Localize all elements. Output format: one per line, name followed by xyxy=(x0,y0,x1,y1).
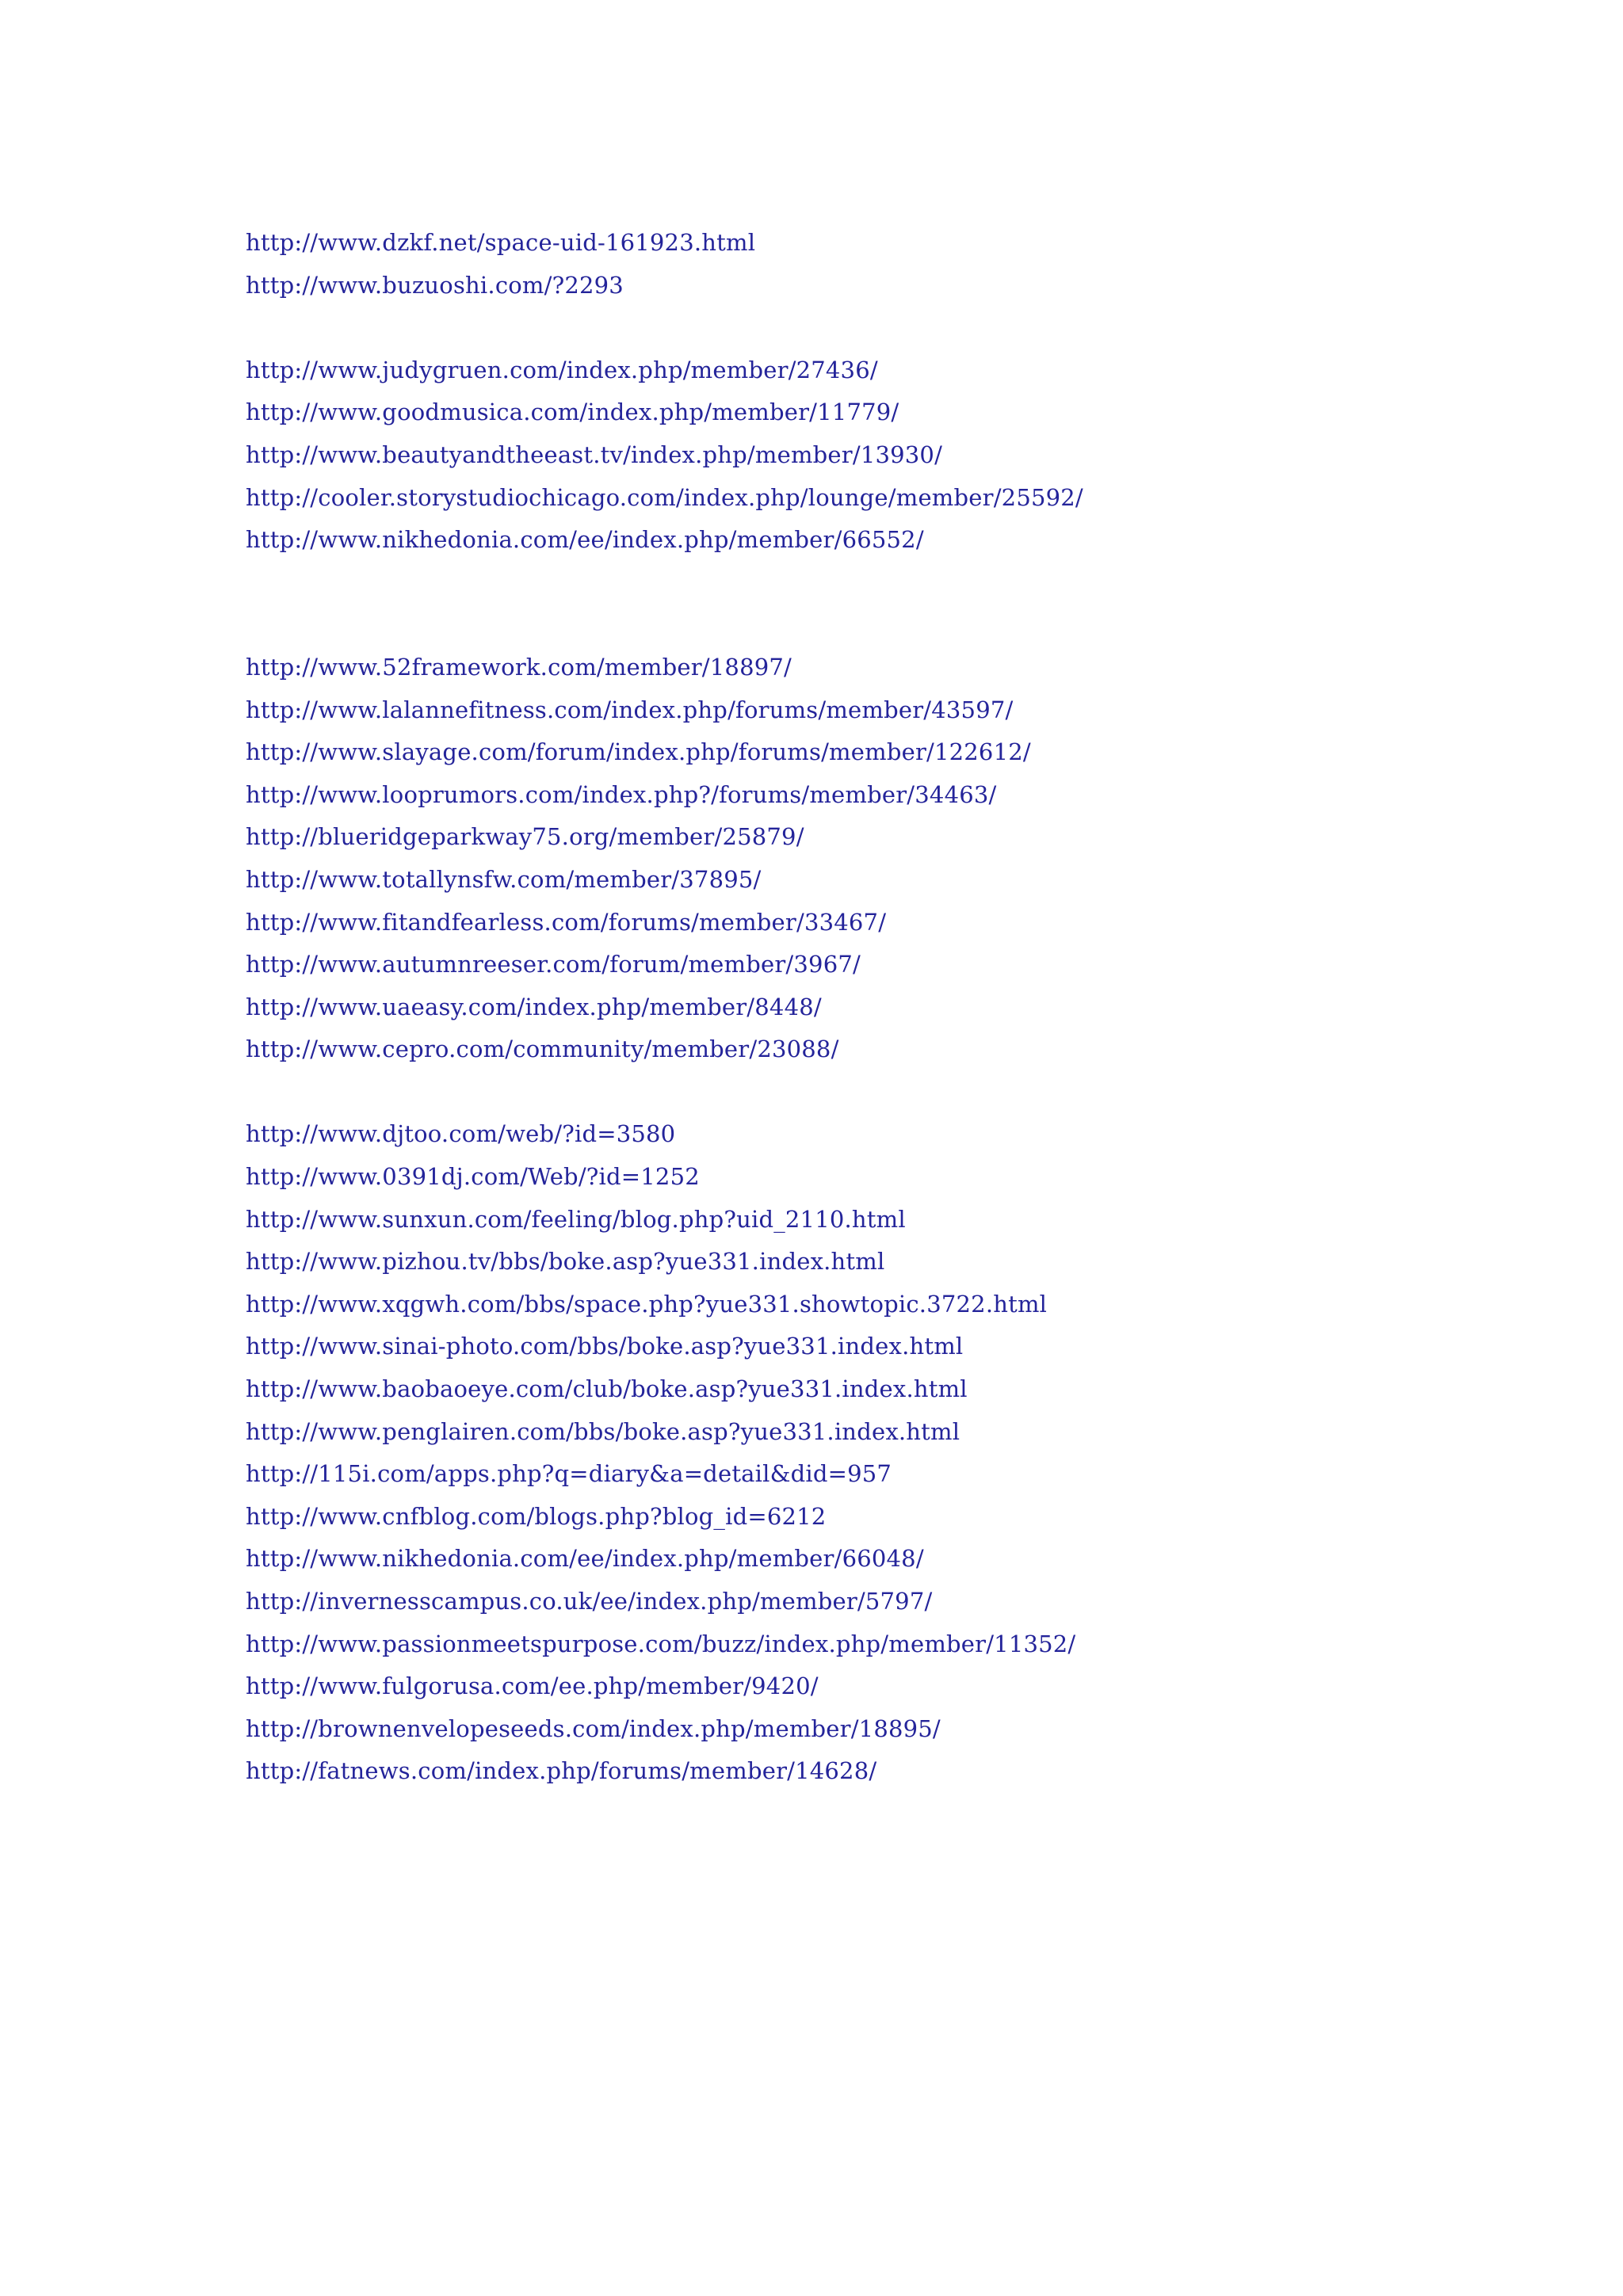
url-link[interactable]: http://www.0391dj.com/Web/?id=1252 xyxy=(246,1163,700,1191)
url-link[interactable]: http://fatnews.com/index.php/forums/member/14628/ xyxy=(246,1757,877,1785)
url-link[interactable]: http://www.sinai-photo.com/bbs/boke.asp?yue331.index.html xyxy=(246,1333,964,1360)
url-link[interactable]: http://www.nikhedonia.com/ee/index.php/member/66048/ xyxy=(246,1545,924,1573)
url-link[interactable]: http://www.djtoo.com/web/?id=3580 xyxy=(246,1120,676,1148)
url-link[interactable]: http://www.dzkf.net/space-uid-161923.html xyxy=(246,229,756,256)
url-link[interactable]: http://www.pizhou.tv/bbs/boke.asp?yue331.index.html xyxy=(246,1248,885,1276)
url-link[interactable]: http://www.sunxun.com/feeling/blog.php?uid_2110.html xyxy=(246,1205,906,1233)
url-link[interactable]: http://invernesscampus.co.uk/ee/index.php/member/5797/ xyxy=(246,1588,933,1615)
blank-line xyxy=(246,1071,1553,1114)
url-link[interactable]: http://blueridgeparkway75.org/member/25879/ xyxy=(246,823,804,851)
url-link[interactable]: http://www.slayage.com/forum/index.php/forums/member/122612/ xyxy=(246,738,1031,766)
url-link[interactable]: http://www.cnfblog.com/blogs.php?blog_id=6212 xyxy=(246,1502,827,1530)
url-link[interactable]: http://www.fitandfearless.com/forums/member/33467/ xyxy=(246,908,887,936)
url-link[interactable]: http://www.uaeasy.com/index.php/member/8448/ xyxy=(246,993,822,1020)
url-link[interactable]: http://www.penglairen.com/bbs/boke.asp?yue331.index.html xyxy=(246,1417,960,1445)
url-link[interactable]: http://www.xqgwh.com/bbs/space.php?yue331.showtopic.3722.html xyxy=(246,1290,1048,1318)
blank-line xyxy=(246,604,1553,646)
blank-line xyxy=(246,562,1553,605)
url-link[interactable]: http://www.goodmusica.com/index.php/member/11779/ xyxy=(246,399,899,426)
url-link[interactable]: http://www.baobaoeye.com/club/boke.asp?yue331.index.html xyxy=(246,1375,968,1403)
url-link[interactable]: http://www.fulgorusa.com/ee.php/member/9420/ xyxy=(246,1672,819,1700)
url-link[interactable]: http://www.cepro.com/community/member/23088/ xyxy=(246,1035,839,1063)
url-link[interactable]: http://www.52framework.com/member/18897/ xyxy=(246,653,792,681)
url-link[interactable]: http://www.lalannefitness.com/index.php/forums/member/43597/ xyxy=(246,696,1014,723)
url-link[interactable]: http://cooler.storystudiochicago.com/index.php/lounge/member/25592/ xyxy=(246,483,1083,511)
url-link[interactable]: http://www.beautyandtheeast.tv/index.php/member/13930/ xyxy=(246,441,943,468)
url-link[interactable]: http://www.autumnreeser.com/forum/member/3967/ xyxy=(246,951,861,978)
url-link[interactable]: http://www.judygruen.com/index.php/member/27436/ xyxy=(246,356,878,383)
link-list xyxy=(246,222,1553,1793)
url-link[interactable]: http://www.buzuoshi.com/?2293 xyxy=(246,271,624,299)
url-link[interactable]: http://www.nikhedonia.com/ee/index.php/member/66552/ xyxy=(246,526,924,554)
url-link[interactable]: http://brownenvelopeseeds.com/index.php/member/18895/ xyxy=(246,1714,941,1742)
url-link[interactable]: http://115i.com/apps.php?q=diary&a=detail&did=957 xyxy=(246,1460,892,1488)
url-link[interactable]: http://www.totallynsfw.com/member/37895/ xyxy=(246,865,762,893)
url-link[interactable]: http://www.passionmeetspurpose.com/buzz/index.php/member/11352/ xyxy=(246,1630,1076,1657)
blank-line xyxy=(246,307,1553,349)
url-link[interactable]: http://www.looprumors.com/index.php?/forums/member/34463/ xyxy=(246,780,997,808)
